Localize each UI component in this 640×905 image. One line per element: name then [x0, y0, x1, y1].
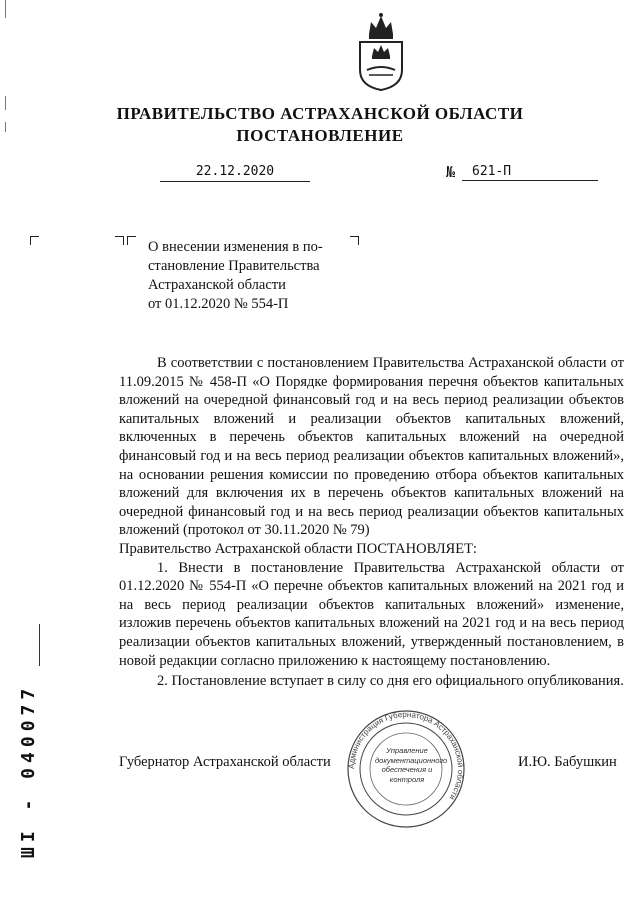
- document-type: ПОСТАНОВЛЕНИЕ: [236, 126, 404, 145]
- signatory-position: Губернатор Астраханской области: [119, 754, 331, 770]
- scan-artifact: [5, 0, 6, 18]
- item-2-paragraph: 2. Постановление вступает в силу со дня его официального опубликования.: [157, 673, 624, 690]
- stamp-center-text: Управление документационного обеспечения и контроля: [375, 746, 448, 784]
- document-number: 621-П: [462, 163, 598, 181]
- number-sign: №: [446, 163, 456, 181]
- stamp-ring-text: Администрация Губернатора Астраханской области: [346, 709, 466, 802]
- government-title: ПРАВИТЕЛЬСТВО АСТРАХАНСКОЙ ОБЛАСТИ: [116, 104, 524, 123]
- preamble-paragraph: В соответствии с постановлением Правительства Астраханской области от 11.09.2015 № 458-П «О Порядке формирования перечня объектов капитальных вложений на очередной финансовый год и на весь период реализации объектов капитальных вложений и реализации объектов капитальных вложений, включенных в перечень объектов капитальных вложений на очередной финансовый год и на весь период реализации объектов капитальных вложений», на основании решения комиссии по проведению отбора объектов капитальных вложений для включения их в перечень объектов капитальных вложений на очередной финансовый год и на весь период реализации объектов капитальных вложений (протокол от 30.11.2020 № 79): [119, 355, 624, 539]
- document-body: [119, 354, 624, 691]
- corner-bracket: [115, 236, 124, 245]
- document-subject: О внесении изменения в по- становление Правительства Астраханской области от 01.12.2020 № 554-П: [148, 239, 323, 312]
- decree-line: Правительство Астраханской области ПОСТАНОВЛЯЕТ:: [119, 540, 477, 557]
- official-stamp: [345, 708, 467, 830]
- corner-bracket: [127, 236, 136, 245]
- item-1-paragraph: 1. Внести в постановление Правительства Астраханской области от 01.12.2020 № 554-П «О перечне объектов капитальных вложений на 2021 год и на весь период реализации объектов капитальных вложений» изменение, изложив перечень объектов капитальных вложений на 2021 год и на весь период реализации объектов капитальных вложений, утвержденный постановлением, в новой редакции согласно приложению к настоящему постановлению.: [119, 559, 624, 669]
- margin-line: [39, 624, 40, 666]
- blank-serial-number: ШI - 040077: [18, 683, 39, 858]
- document-date: 22.12.2020: [160, 163, 310, 182]
- coat-of-arms-emblem: [355, 12, 407, 92]
- corner-bracket: [30, 236, 39, 245]
- signatory-name: И.Ю. Бабушкин: [518, 754, 617, 770]
